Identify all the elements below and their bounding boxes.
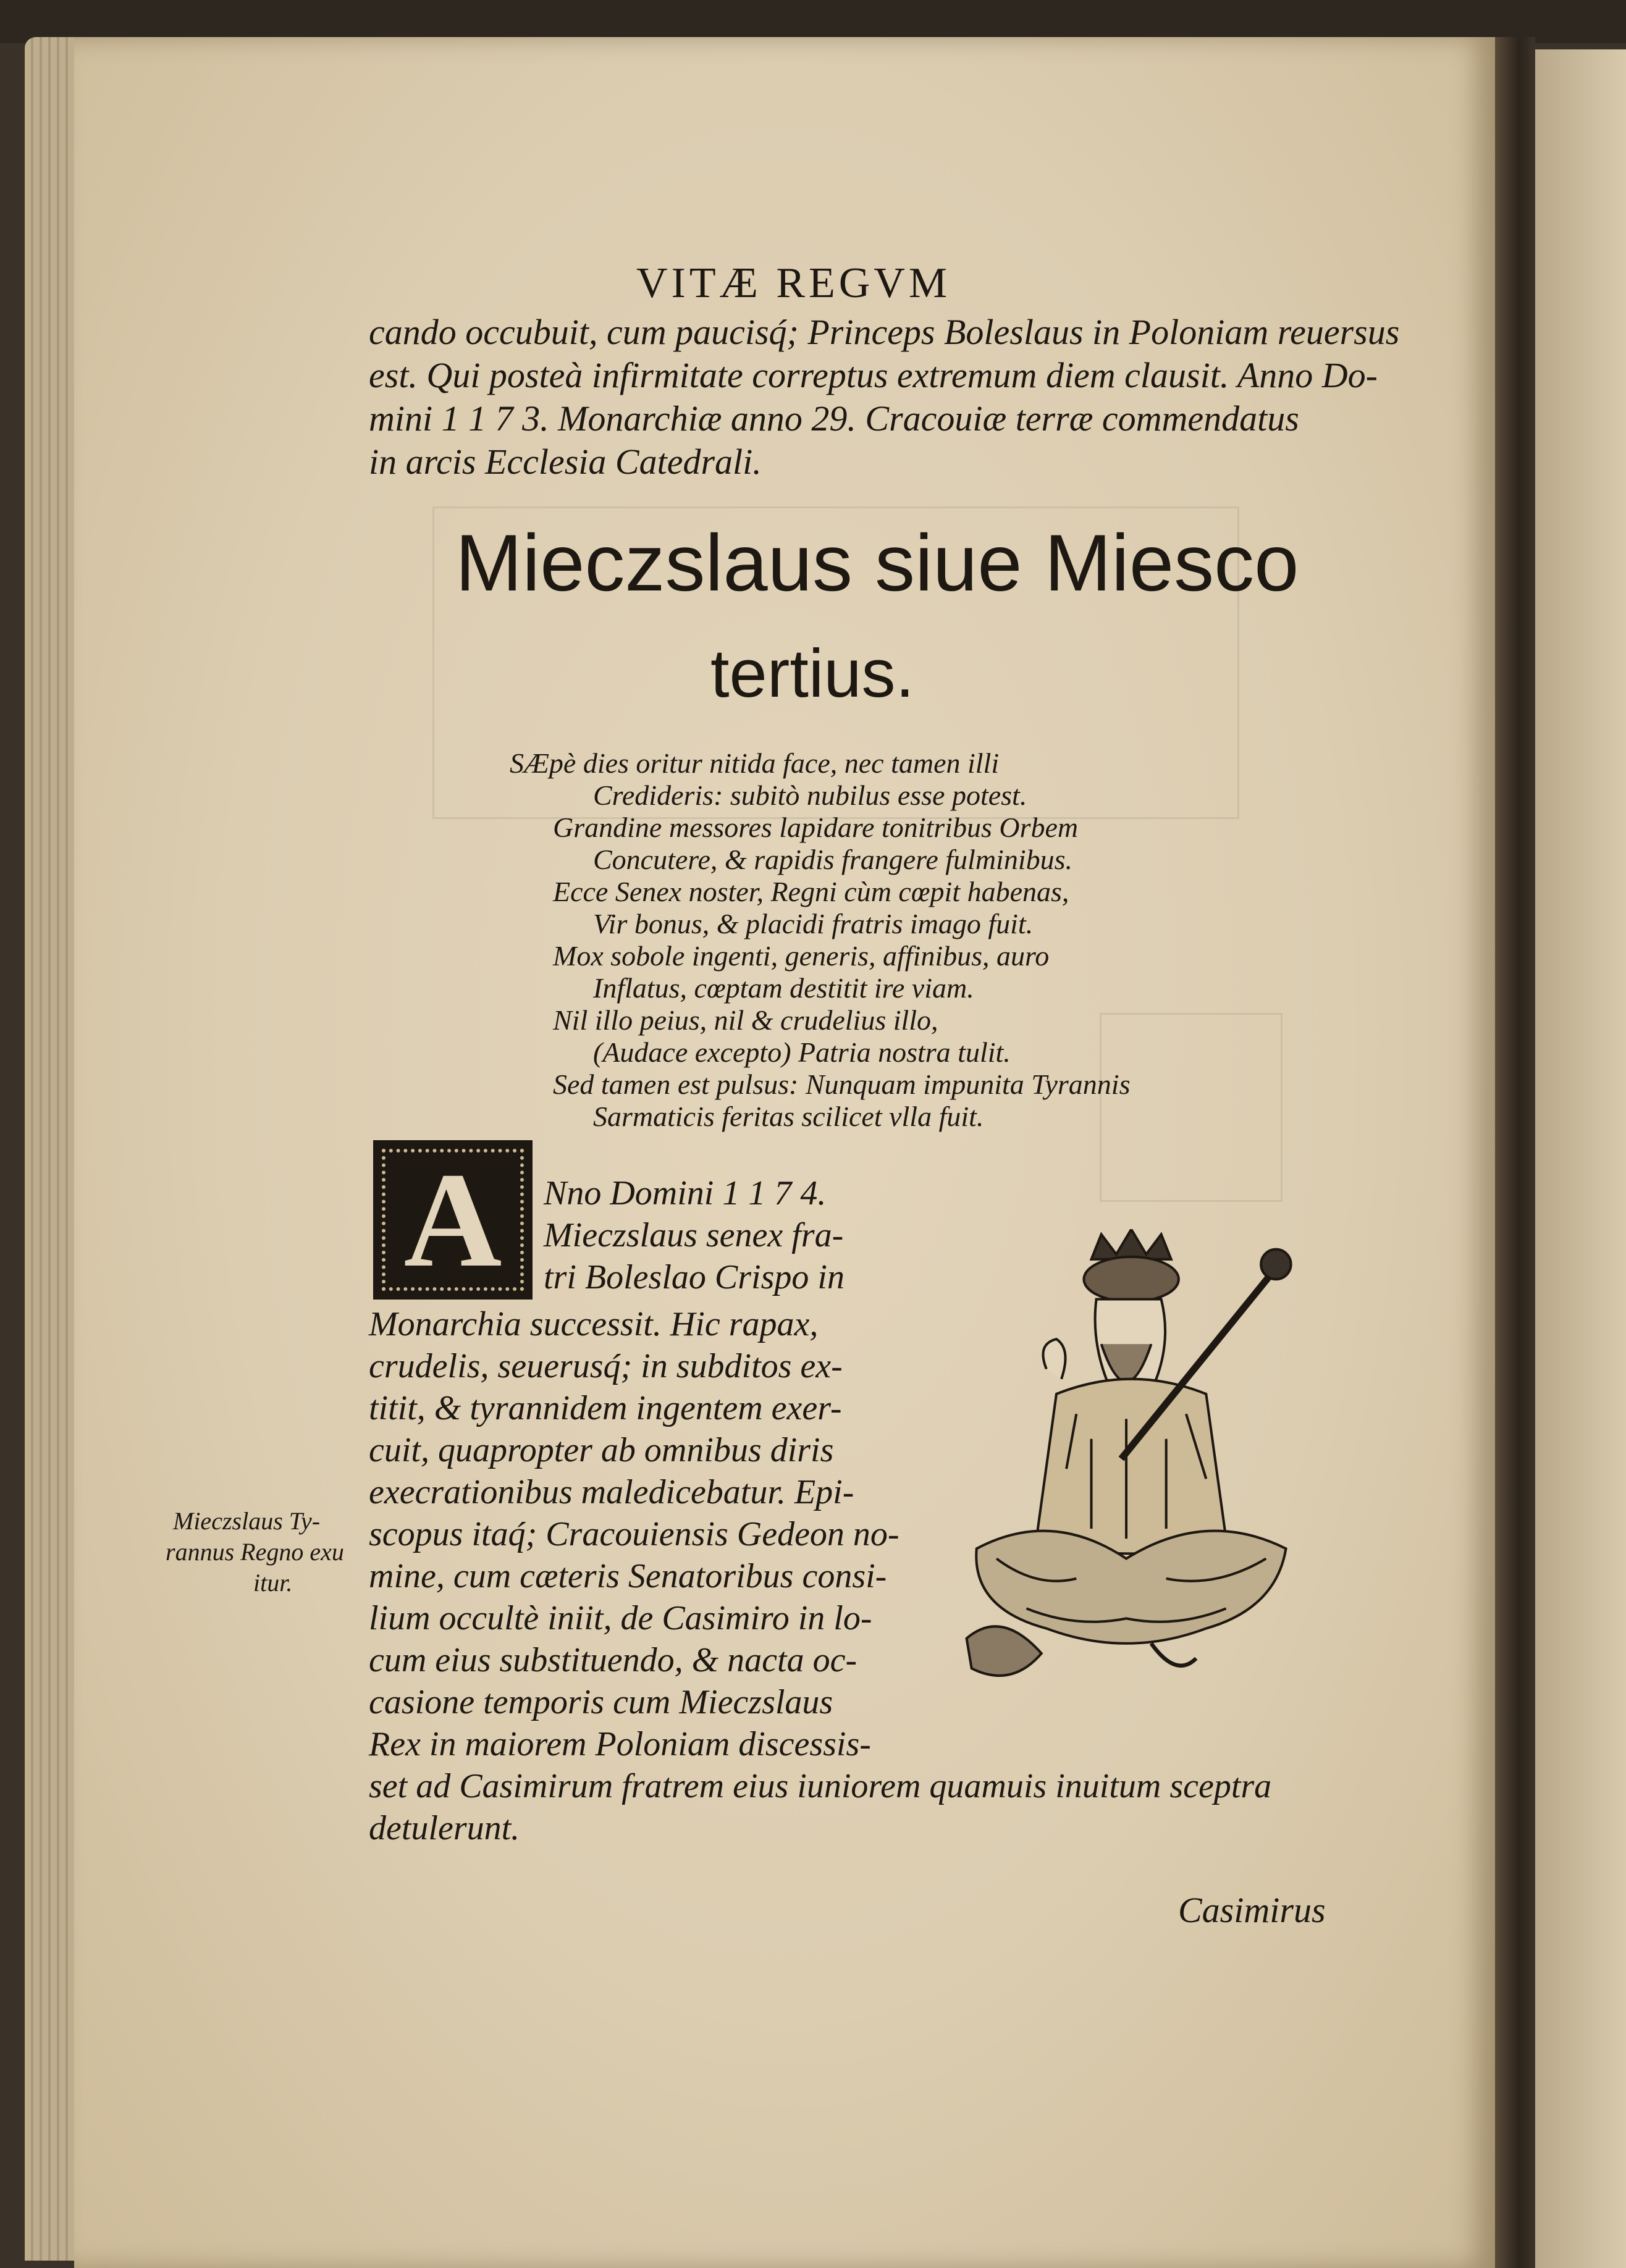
running-head: VITÆ REGVM xyxy=(636,259,951,307)
drop-cap-letter: A xyxy=(403,1144,502,1295)
king-woodcut-illustration xyxy=(927,1229,1316,1699)
margin-note-line: rannus Regno exu xyxy=(166,1538,344,1566)
margin-note-line: Mieczslaus Ty- xyxy=(173,1507,321,1535)
prose-line: cum eius substituendo, & nacta oc- xyxy=(369,1641,857,1679)
book-gutter xyxy=(1495,37,1535,2268)
chapter-subtitle: tertius. xyxy=(710,636,915,712)
poem-line: Grandine messores lapidare tonitribus Orbem xyxy=(553,812,1079,843)
catchword: Casimirus xyxy=(1178,1890,1326,1930)
decorated-initial xyxy=(373,1140,533,1300)
poem-line: (Audace excepto) Patria nostra tulit. xyxy=(593,1036,1011,1068)
poem-line: Mox sobole ingenti, generis, affinibus, auro xyxy=(553,940,1050,972)
crown-icon xyxy=(1092,1229,1171,1259)
prose-line: tri Boleslao Crispo in xyxy=(544,1258,845,1296)
prose-line: Nno Domini 1 1 7 4. xyxy=(544,1174,827,1212)
scepter-head xyxy=(1261,1250,1291,1279)
prose-line: crudelis, seuerusq́; in subditos ex- xyxy=(369,1347,843,1385)
prose-line: titit, & tyrannidem ingentem exer- xyxy=(369,1389,842,1427)
poem-line: Inflatus, cœptam destitit ire viam. xyxy=(593,972,974,1004)
intro-line: est. Qui posteà infirmitate correptus extremum diem clausit. Anno Do- xyxy=(369,355,1378,395)
prose-line: cuit, quapropter ab omnibus diris xyxy=(369,1431,834,1469)
chapter-title: Mieczslaus siue Miesco xyxy=(455,518,1299,608)
poem-line: Vir bonus, & placidi fratris imago fuit. xyxy=(593,908,1034,939)
prose-line: casione temporis cum Mieczslaus xyxy=(369,1683,833,1721)
poem-line: Sed tamen est pulsus: Nunquam impunita Tyrannis xyxy=(553,1069,1131,1100)
poem-line: SÆpè dies oritur nitida face, nec tamen illi xyxy=(510,747,1000,779)
prose-line: set ad Casimirum fratrem eius iuniorem quamuis inuitum sceptra xyxy=(369,1767,1272,1805)
intro-line: in arcis Ecclesia Catedrali. xyxy=(369,442,762,482)
turban xyxy=(1084,1257,1178,1302)
poem-line: Concutere, & rapidis frangere fulminibus. xyxy=(593,844,1073,875)
prose-line: Monarchia successit. Hic rapax, xyxy=(369,1305,819,1343)
poem-line: Sarmaticis feritas scilicet vlla fuit. xyxy=(593,1101,984,1132)
prose-line: mine, cum cæteris Senatoribus consi- xyxy=(369,1557,887,1595)
poem-line: Nil illo peius, nil & crudelius illo, xyxy=(553,1004,938,1036)
show-through-frame xyxy=(1100,1013,1283,1202)
intro-line: mini 1 1 7 3. Monarchiæ anno 29. Cracouiæ terræ commendatus xyxy=(369,398,1299,439)
king-robe xyxy=(1037,1379,1226,1554)
intro-line: cando occubuit, cum paucisq́; Princeps Boleslaus in Poloniam reuersus xyxy=(369,312,1400,352)
facing-page-edge xyxy=(1535,49,1626,2268)
poem-line: Credideris: subitò nubilus esse potest. xyxy=(593,779,1027,811)
poem-line: Ecce Senex noster, Regni cùm cœpit habenas, xyxy=(553,876,1069,907)
prose-line: detulerunt. xyxy=(369,1809,520,1847)
prose-line: lium occultè iniit, de Casimiro in lo- xyxy=(369,1599,872,1637)
margin-note-line: itur. xyxy=(253,1569,293,1597)
prose-line: execrationibus maledicebatur. Epi- xyxy=(369,1473,854,1511)
foot xyxy=(1151,1644,1196,1666)
leaf-ornament xyxy=(967,1626,1042,1676)
prose-line: Mieczslaus senex fra- xyxy=(544,1216,844,1254)
prose-line: Rex in maiorem Poloniam discessis- xyxy=(369,1725,871,1763)
prose-line: scopus itaq́; Cracouiensis Gedeon no- xyxy=(369,1515,899,1553)
raised-hand xyxy=(1043,1339,1065,1379)
